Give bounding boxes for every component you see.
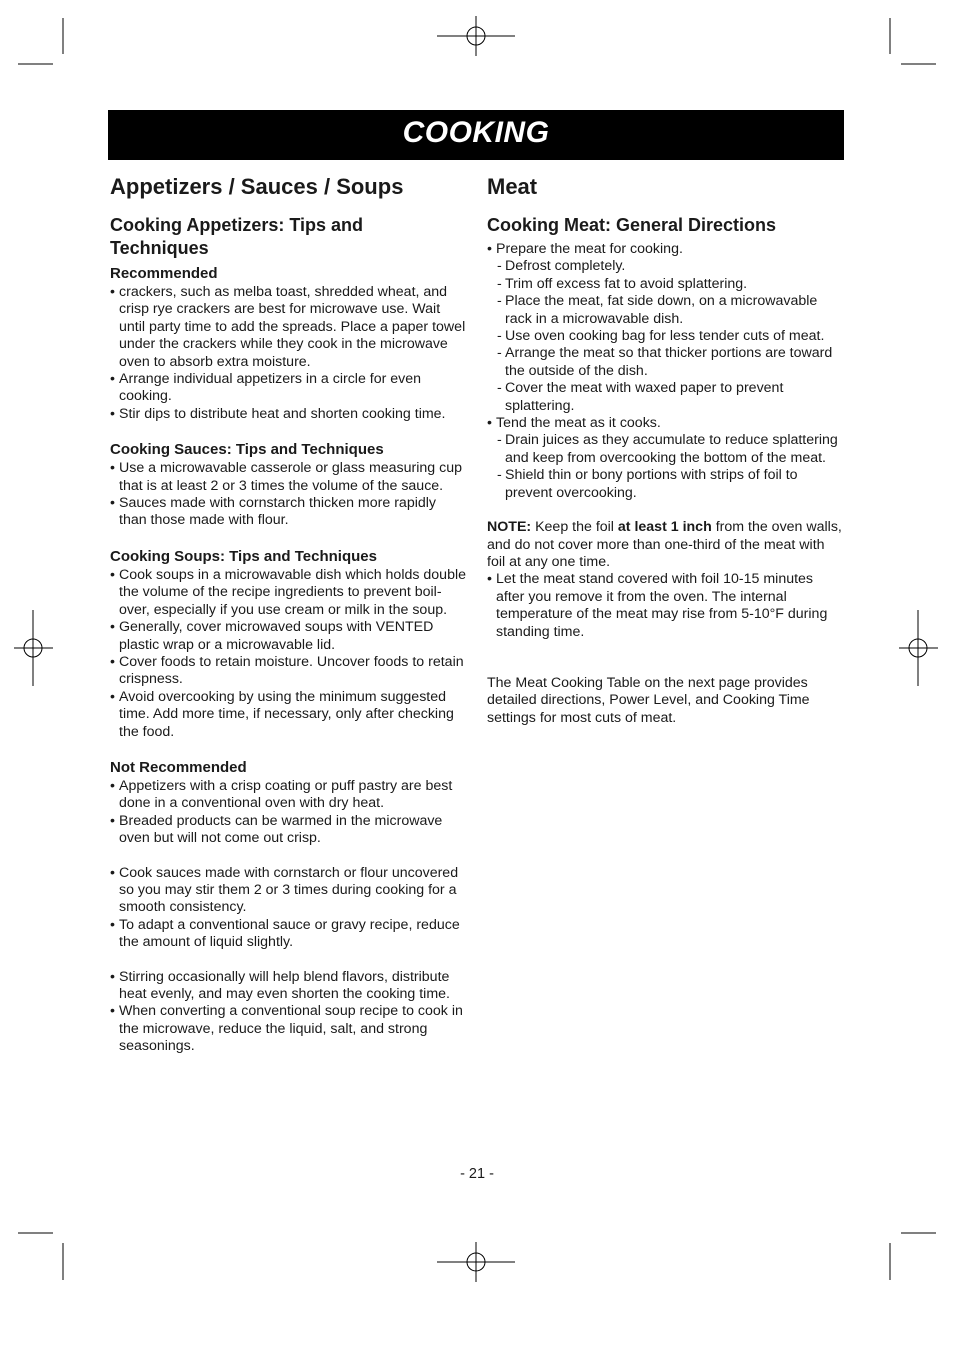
list-item: • Tend the meat as it cooks. (487, 415, 843, 432)
note-emphasis: at least 1 inch (617, 519, 712, 536)
page-number: - 21 - (460, 1166, 494, 1182)
list-item: • When converting a conventional soup recipe to cook in the microwave, reduce the liquid, salt, and strong seasonings. (110, 1003, 466, 1055)
left-heading: Appetizers / Sauces / Soups (110, 174, 404, 199)
list-item: • Use a microwavable casserole or glass measuring cup that is at least 2 or 3 times the volume of the sauce. (110, 460, 466, 495)
banner-title: COOKING (402, 116, 550, 149)
list-item: • Stirring occasionally will help blend flavors, distribute heat evenly, and may even shorten the cooking time. (110, 969, 466, 1004)
table-reference: The Meat Cooking Table on the next page provides detailed directions, Power Level, and Cooking Time settings for most cuts of meat. (487, 674, 810, 726)
sauces-heading: Cooking Sauces: Tips and Techniques (110, 441, 384, 459)
list-item: • Avoid overcooking by using the minimum suggested time. Add more time, if necessary, only after checking the food. (110, 689, 466, 741)
list-item: - Arrange the meat so that thicker portions are toward the outside of the dish. (487, 345, 843, 380)
extra-soup-list (110, 969, 466, 1056)
not-recommended-list (110, 778, 466, 848)
extra-sauce-list (110, 865, 466, 952)
meat-directions-list (487, 241, 843, 502)
soups-list (110, 567, 466, 741)
list-item: • Breaded products can be warmed in the microwave oven but will not come out crisp. (110, 813, 466, 848)
right-heading: Meat (487, 174, 538, 199)
list-item: • Appetizers with a crisp coating or puff pastry are best done in a conventional oven with dry heat. (110, 778, 466, 813)
standing-list (487, 571, 843, 641)
recommended-list (110, 284, 466, 423)
list-item: • Cook soups in a microwavable dish which holds double the volume of the recipe ingredients to prevent boil-over, especially if you use cream or milk in the soup. (110, 567, 466, 619)
meat-subheading: Cooking Meat: General Directions (487, 215, 777, 235)
list-item: - Cover the meat with waxed paper to prevent splattering. (487, 380, 843, 415)
list-item: - Trim off excess fat to avoid splattering. (487, 276, 843, 293)
appetizers-sauces-soups-column (110, 172, 466, 1056)
list-item: • Cover foods to retain moisture. Uncover foods to retain crispness. (110, 654, 466, 689)
list-item: - Place the meat, fat side down, on a microwavable rack in a microwavable dish. (487, 293, 843, 328)
meat-column (487, 172, 843, 727)
list-item: • To adapt a conventional sauce or gravy recipe, reduce the amount of liquid slightly. (110, 917, 466, 952)
foil-note (487, 519, 843, 571)
list-item: • Sauces made with cornstarch thicken more rapidly than those made with flour. (110, 495, 466, 530)
list-item: - Shield thin or bony portions with strips of foil to prevent overcooking. (487, 467, 843, 502)
list-item: • Cook sauces made with cornstarch or flour uncovered so you may stir them 2 or 3 times during cooking for a smooth consistency. (110, 865, 466, 917)
note-label: NOTE: (487, 519, 532, 536)
list-item: • crackers, such as melba toast, shredded wheat, and crisp rye crackers are best for microwave use. Wait until party time to add the spreads. Place a paper towel under the crackers while they cook in the microwave oven to absorb extra moisture. (110, 284, 466, 371)
sauces-list (110, 460, 466, 530)
list-item: - Drain juices as they accumulate to reduce splattering and keep from overcooking the bottom of the meat. (487, 432, 843, 467)
soups-heading: Cooking Soups: Tips and Techniques (110, 547, 377, 565)
list-item: • Generally, cover microwaved soups with VENTED plastic wrap or a microwavable lid. (110, 619, 466, 654)
appetizers-heading: Cooking Appetizers: Tips and Techniques (110, 215, 364, 258)
recommended-label: Recommended (110, 265, 218, 282)
list-item: • Arrange individual appetizers in a circle for even cooking. (110, 371, 466, 406)
list-item: • Stir dips to distribute heat and shorten cooking time. (110, 406, 466, 423)
section-banner (108, 110, 844, 160)
list-item: • Let the meat stand covered with foil 10-15 minutes after you remove it from the oven. The internal temperature of the meat may rise from 5-10°F during standing time. (487, 571, 843, 641)
list-item: • Prepare the meat for cooking. (487, 241, 843, 258)
list-item: - Use oven cooking bag for less tender cuts of meat. (487, 328, 843, 345)
note-text: Keep the foil (531, 519, 618, 536)
note-text: from the oven walls, and do not cover more than one-third of the meat with foil at any one time. (487, 519, 842, 570)
not-recommended-label: Not Recommended (110, 758, 247, 776)
list-item: - Defrost completely. (487, 258, 843, 275)
